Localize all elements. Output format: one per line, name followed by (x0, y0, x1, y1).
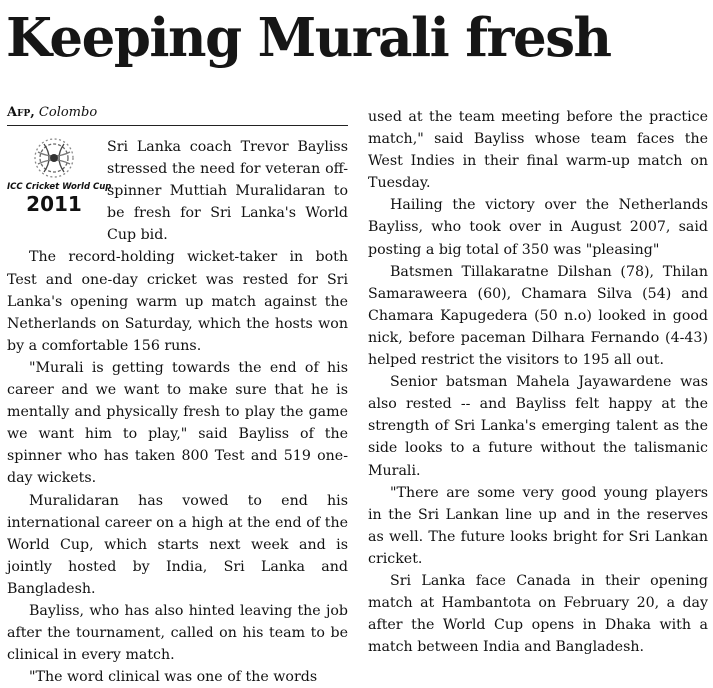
paragraph: Senior batsman Mahela Jayawardene was also rested -- and Bayliss felt happy at the strength of Sri Lanka's emerging talent as the side looks to a future without the talismanic Murali. (368, 374, 708, 479)
paragraph: Sri Lanka coach Trevor Bayliss stressed the need for veteran off-spinner Muttiah Muralidaran to be fresh for Sri Lanka's World Cup bid. (107, 139, 348, 244)
logo-text: ICC Cricket World Cup (7, 182, 112, 192)
paragraph: "The word clinical was one of the words (29, 669, 318, 686)
paragraph: Sri Lanka face Canada in their opening match at Hambantota on February 20, a day after the World Cup opens in Dhaka with a match between India and Bangladesh. (368, 572, 708, 656)
byline-agency: Afp, (7, 105, 35, 120)
paragraph: used at the team meeting before the practice match," said Bayliss whose team faces the West Indies in their final warm-up match on Tuesday. (368, 109, 708, 192)
paragraph: "There are some very good young players in the Sri Lankan line up and in the reserves as well. The future looks bright for Sri Lankan cricket. (368, 484, 708, 567)
world-cup-logo (7, 136, 112, 242)
byline-place: Colombo (38, 105, 98, 120)
left-column (7, 104, 348, 688)
paragraph: The record-holding wicket-taker in both Test and one-day cricket was rested for Sri Lanka's opening warm up match against the Netherlands on Saturday, which the hosts won by a comfortable 156 runs. (7, 249, 348, 354)
paragraph: Hailing the victory over the Netherlands Bayliss, who took over in August 2007, said posting a big total of 350 was "pleasing" (368, 197, 708, 258)
paragraph: "Murali is getting towards the end of his career and we want to make sure that he is mentally and physically fresh to play the game we want him to play," said Bayliss of the spinner who has taken 800 Test and 519 one-day wickets. (7, 359, 348, 487)
paragraph: Batsmen Tillakaratne Dilshan (78), Thilan Samaraweera (60), Chamara Silva (54) and Chamara Kapugedera (50 n.o) looked in good nick, before paceman Dilhara Fernando (4-43) helped restrict the visitors to 195 all out. (368, 263, 708, 369)
byline (7, 104, 348, 126)
right-column (368, 106, 708, 658)
paragraph: Muralidaran has vowed to end his international career on a high at the end of the World Cup, which starts next week and is jointly hosted by India, Sri Lanka and Bangladesh. (7, 492, 348, 597)
headline: Keeping Murali fresh (6, 7, 611, 69)
logo-year: 2011 (26, 192, 82, 216)
paragraph: Bayliss, who has also hinted leaving the job after the tournament, called on his team to be clinical in every match. (7, 602, 348, 664)
cricket-ball-icon (24, 136, 84, 180)
